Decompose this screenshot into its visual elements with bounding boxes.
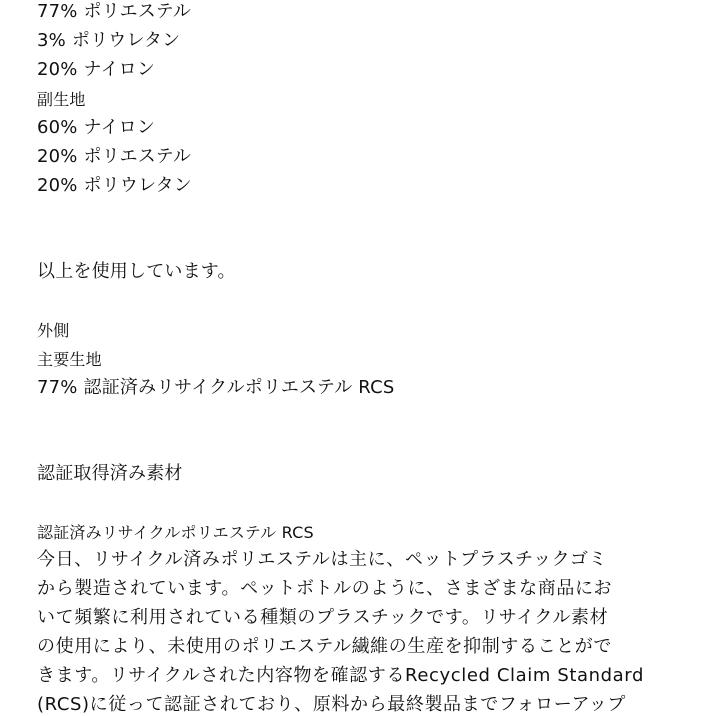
sub-fabric-heading: 副生地	[37, 90, 86, 109]
main-fabric-item: 77% 認証済みリサイクルポリエステル RCS	[37, 377, 395, 398]
fabric-line-2: 3% ポリウレタン	[37, 30, 181, 51]
sub-fabric-line-3: 20% ポリウレタン	[37, 175, 193, 196]
rcs-paragraph-line-1: 今日、リサイクル済みポリエステルは主に、ペットプラスチックゴミ	[37, 549, 608, 570]
rcs-paragraph-line-4: の使用により、未使用のポリエステル繊維の生産を抑制することがで	[37, 636, 612, 657]
sub-fabric-line-1: 60% ナイロン	[37, 117, 156, 138]
main-fabric-heading: 主要生地	[37, 350, 102, 369]
usage-statement: 以上を使用しています。	[37, 261, 236, 282]
fabric-line-1: 77% ポリエステル	[37, 1, 192, 22]
rcs-paragraph-line-3: いて頻繁に利用されている種類のプラスチックです。リサイクル素材	[37, 607, 609, 628]
rcs-paragraph-line-5: きます。リサイクルされた内容物を確認するRecycled Claim Standard	[37, 665, 645, 686]
certified-materials-heading: 認証取得済み素材	[37, 463, 183, 484]
rcs-paragraph-line-2: から製造されています。ペットボトルのように、さまざまな商品にお	[37, 578, 613, 599]
rcs-paragraph-line-6: (RCS)に従って認証されており、原料から最終製品までフォローアップ	[37, 694, 626, 715]
sub-fabric-line-2: 20% ポリエステル	[37, 146, 192, 167]
fabric-line-3: 20% ナイロン	[37, 59, 156, 80]
outer-heading: 外側	[37, 321, 70, 340]
rcs-title: 認証済みリサイクルポリエステル RCS	[37, 523, 314, 542]
